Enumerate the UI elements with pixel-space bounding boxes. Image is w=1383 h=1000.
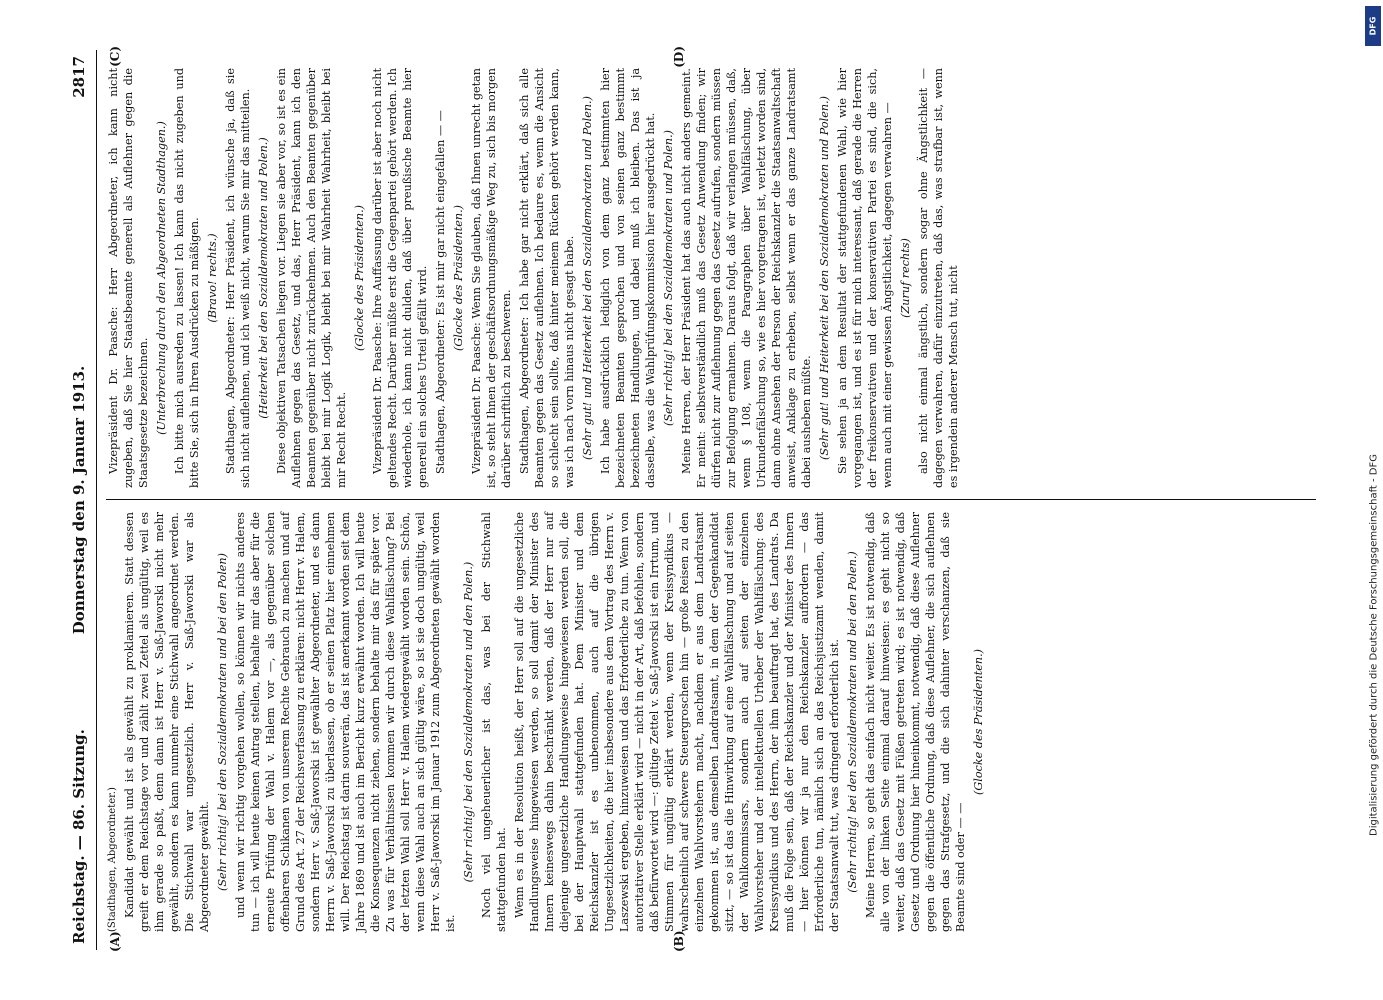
header-left: Reichstag. — 86. Sitzung.: [69, 729, 88, 944]
paragraph: Noch viel ungeheuerlicher ist das, was bei der Stichwahl stattgefunden hat.: [479, 512, 508, 932]
interjection: (Sehr richtig! bei den Sozialdemokraten und bei den Polen.): [845, 551, 859, 893]
paragraph: Meine Herren, der Herr Präsident hat das auch nicht anders gemeint. Er meint: selbstverständlich muß das Gesetz Anwendung finden; wir dürfen nicht zur Auflehnung gegen das Gesetz aufrufen, sondern müssen zur Befolgung ermahnen. Daraus folgt, daß wir verlangen müssen, daß, wenn § 108, wenn die Paragraphen über Wahlfälschung, über Urkundenfälschung so, wie es hier vorgetragen ist, verletzt worden sind, dann ohne Ansehen der Person der Reichskanzler die Staatsanwaltschaft anweist, Anklage zu erheben, selbst wenn er das ganze Landratsamt dabei ausheben müßte.: [679, 68, 813, 488]
header-rule: [96, 50, 97, 950]
page-header: [68, 50, 94, 950]
paragraph: und wenn wir richtig vorgehen wollen, so können wir nichts anderes tun — ich will heute keinen Antrag stellen, behalte mir das aber für die erneute Prüfung der Wahl v. Halem vor —, als gegenüber solchen offenbaren Schikanen von unserem Rechte Gebrauch zu machen und auf Grund des Art. 27 der Reichsverfassung zu erklären: nicht Herr v. Halem, sondern Herr v. Saß-Jaworski ist gewählter Abgeordneter, und es dann Herrn v. Saß-Jaworski zu überlassen, ob er seinen Platz hier einnehmen will. Der Reichstag ist darin souverän, das ist anerkannt worden seit dem Jahre 1869 und ist auch im Bericht kurz erwähnt worden. Ich will heute die Konsequenzen nicht ziehen, sondern behalte mir das für später vor. Zu was für Verhältnissen kommen wir durch diese Wahlfälschung? Bei der letzten Wahl soll Herr v. Halem wiedergewählt worden sein. Schön, wenn diese Wahl auch an sich gültig wäre, so ist sie doch ungültig, weil Herr v. Saß-Jaworski im Januar 1912 zum Abgeordneten gewählt worden ist.: [233, 512, 457, 932]
interjection: (Sehr richtig! bei den Sozialdemokraten und bei den Polen): [215, 553, 229, 891]
column-divider: [106, 499, 1316, 500]
interjection: (Glocke des Präsidenten.): [971, 649, 985, 796]
interjection: (Glocke des Präsidenten.): [451, 205, 465, 352]
paragraph: Ich bitte mich ausreden zu lassen! Ich kann das nicht zugeben und bitte Sie, sich in Ihren Ausdrücken zu mäßigen.: [172, 68, 201, 488]
right-column: [106, 68, 1316, 488]
digitization-credit: Digitalisierung gefördert durch die Deutsche Forschungsgemeinschaft - DFG: [1368, 453, 1380, 837]
page-number: 2817: [69, 56, 88, 98]
paragraph: Meine Herren, so geht das einfach nicht weiter. Es ist notwendig, daß alle von der linken Seite einmal darauf hinweisen: es geht nicht so weiter, daß das Gesetz mit Füßen getreten wird; es ist notwendig, daß Gesetz und Ordnung hier hineinkommt, notwendig, daß diese Auflehner gegen die öffentliche Ordnung, daß diese Auflehner, die sich auflehnen gegen das Strafgesetz, und die sich dahinter verschanzen, daß sie Beamte sind oder — —: [863, 512, 967, 932]
interjection: (Bravo! rechts.): [205, 233, 219, 323]
dfg-logo: DFG: [1365, 6, 1381, 46]
paragraph: also nicht einmal ängstlich, sondern sogar ohne Ängstlichkeit — dagegen verwahren, dafür einzutreten, daß das, was strafbar ist, wenn es irgendein anderer Mensch tut, nicht: [916, 68, 960, 488]
margin-marker-d: (D): [671, 46, 686, 68]
paragraph: Kandidat gewählt und ist als gewählt zu proklamieren. Statt dessen greift er dem Reichstage vor und zählt zwei Zettel als ungültig, weil es ihm gerade so paßt, denn dann ist Herr v. Saß-Jaworski nicht mehr gewählt, sondern es kann nunmehr eine Stichwahl angeordnet werden. Die Stichwahl war ungesetzlich. Herr v. Saß-Jaworski war als Abgeordneter gewählt.: [122, 512, 211, 932]
paragraph: Ich habe ausdrücklich lediglich von dem ganz bestimmten hier bezeichneten Beamten gesprochen und von seinen ganz bestimmt bezeichneten Handlungen, und dabei muß ich bleiben. Das ist ja dasselbe, was die Wahlprüfungskommission hier ausgedrückt hat.: [598, 68, 657, 488]
header-center: Donnerstag den 9. Januar 1913.: [69, 365, 88, 635]
paragraph: Diese objektiven Tatsachen liegen vor. Liegen sie aber vor, so ist es ein Auflehnen gegen das Gesetz, und das, Herr Präsident, kann ich den Beamten gegenüber nicht zurücknehmen. Auch den Beamten gegenüber bleibt bei mir Logik Logik, bleibt bei mir Wahrheit Wahrheit, bleibt bei mir Recht Recht.: [274, 68, 348, 488]
paragraph: Vizepräsident Dr. Paasche: Herr Abgeordneter, ich kann nicht zugeben, daß Sie hier Staatsbeamte generell als Auflehner gegen die Staatsgesetze bezeichnen.: [106, 68, 150, 488]
interjection: (Sehr gut! und Heiterkeit bei den Sozialdemokraten und Polen.): [580, 96, 594, 460]
interjection: (Sehr gut! und Heiterkeit bei den Sozialdemokraten und Polen.): [817, 96, 831, 460]
interjection: (Glocke des Präsidenten.): [352, 205, 366, 352]
paragraph: Stadthagen, Abgeordneter: Herr Präsident, ich wünsche ja, daß sie sich nicht auflehnen, und ich weiß nicht, warum Sie mir das mitteilen.: [223, 68, 252, 488]
interjection: (Unterbrechung durch den Abgeordneten Stadthagen.): [154, 121, 168, 435]
speaker-note: (Stadthagen, Abgeordneter.): [106, 787, 118, 932]
margin-marker-b: (B): [671, 930, 686, 952]
interjection: (Sehr richtig! bei den Sozialdemokraten und Polen.): [661, 129, 675, 427]
paragraph: Stadthagen, Abgeordneter: Ich habe gar nicht erklärt, daß sich alle Beamten gegen das Gesetz auflehnen. Ich bedaure es, wenn die Ansicht so schlecht sein sollte, daß hinter meinem Rücken gehört werden kann, was ich nach vorn hinaus nicht gesagt habe.: [517, 68, 576, 488]
paragraph: Wenn es in der Resolution heißt, der Herr soll auf die ungesetzliche Handlungsweise hingewiesen werden, so soll damit der Minister des Innern keineswegs dahin beschränkt werden, daß der Herr nur auf diejenige ungesetzliche Handlungsweise hingewiesen werden soll, die bei der Hauptwahl stattgefunden hat. Dem Minister und dem Reichskanzler ist es unbenommen, auch auf die übrigen Ungesetzlichkeiten, die hier insbesondere aus dem Vortrag des Herrn v. Laszewski ergeben, hinzuweisen und das Erforderliche zu tun. Wenn von autoritativer Stelle erklärt wird — nicht in der Art, daß befohlen, sondern daß befürwortet wird —: gültige Zettel v. Saß-Jaworski ist ein Irrtum, und Stimmen für ungültig erklärt werden, wenn der Kreissyndikus — wahrscheinlich auf schwere Steuergroschen hin — große Reisen zu den einzelnen Wahlvorstehern macht, nachdem er aus dem Landratsamt gekommen ist, aus demselben Landratsamt, in dem der Gegenkandidat sitzt, — so ist das die Hinwirkung auf eine Wahlfälschung und auf seiten der Wahlkommissars, sondern auch auf seiten der einzelnen Wahlvorsteher und der intellektuellen Urheber der Wahlfälschung: des Kreissyndikus und des Herrn, der ihm beauftragt hat, des Landrats. Da muß die Folge sein, daß der Reichskanzler und der Minister des Innern — hier können wir ja nur den Reichskanzler auffordern — das Erforderliche tun, nämlich sich an das Reichsjustizamt wenden, damit der Staatsanwalt tut, was dringend erforderlich ist.: [512, 512, 841, 932]
scanned-page: [62, 46, 1322, 952]
paragraph: Sie sehen ja an dem Resultat der stattgefundenen Wahl, wie hier vorgegangen ist, und es ist für mich interessant, daß gerade die Herren der freikonservativen und der konservativen Partei es sind, die sich, wenn auch mit einer gewissen Ängstlichkeit, dagegen verwahren —: [835, 68, 894, 488]
interjection: (Sehr richtig! bei den Sozialdemokraten und den Polen.): [461, 561, 475, 883]
paragraph: Vizepräsident Dr. Paasche: Wenn Sie glauben, daß Ihnen unrecht getan ist, so steht Ihnen der geschäftsordnungsmäßige Weg zu, sich bis morgen darüber schriftlich zu beschweren.: [469, 68, 513, 488]
left-column: [106, 512, 1316, 932]
margin-marker-c: (C): [107, 46, 122, 67]
margin-marker-a: (A): [107, 931, 122, 952]
interjection: (Heiterkeit bei den Sozialdemokraten und Polen.): [256, 137, 270, 419]
paragraph: Stadthagen, Abgeordneter: Es ist mir gar nicht eingefallen — —: [433, 110, 447, 474]
paragraph: Vizepräsident Dr. Paasche: Ihre Auffassung darüber ist aber noch nicht geltendes Recht. Darüber müßte erst die Gegenpartei gehört werden. Ich wiederhole, ich kann nicht dulden, daß über preußische Beamte hier generell ein solches Urteil gefällt wird.: [370, 68, 429, 488]
interjection: (Zuruf rechts): [898, 238, 912, 318]
